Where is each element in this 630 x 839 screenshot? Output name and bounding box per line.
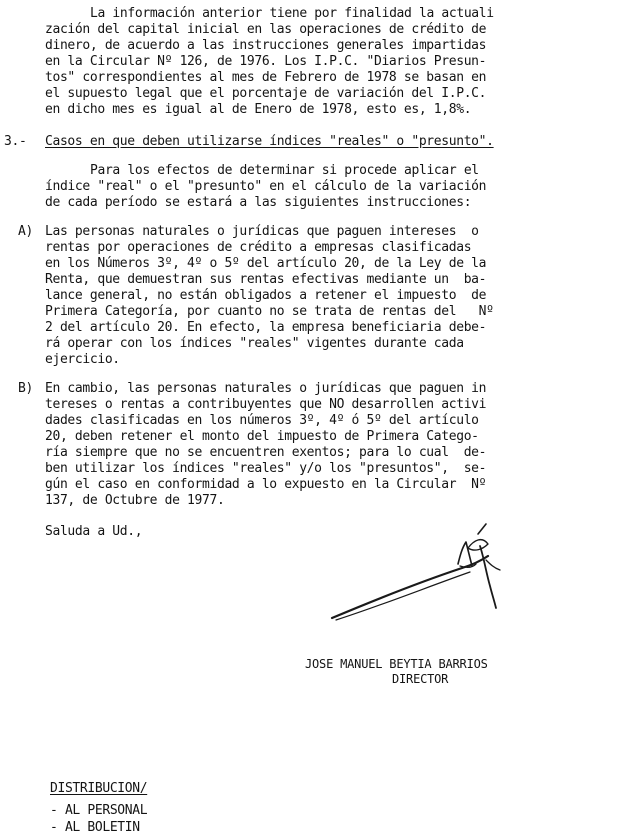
- item-marker: B): [18, 381, 33, 396]
- item-line: en los Números 3º, 4º o 5º del artículo 20, de la Ley de la: [45, 256, 487, 271]
- intro-line: zación del capital inicial en las operaciones de crédito de: [45, 22, 487, 37]
- section-intro-line: Para los efectos de determinar si procede aplicar el: [90, 163, 479, 178]
- item-line: 2 del artículo 20. En efecto, la empresa beneficiaria debe-: [45, 320, 487, 335]
- item-line: rentas por operaciones de crédito a empresas clasificadas: [45, 240, 472, 255]
- handwritten-signature: [310, 520, 540, 640]
- item-line: dades clasificadas en los números 3º, 4º ó 5º del artículo: [45, 413, 479, 428]
- signer-name: JOSE MANUEL BEYTIA BARRIOS: [305, 657, 488, 671]
- item-line: 20, deben retener el monto del impuesto de Primera Catego-: [45, 429, 479, 444]
- closing-salutation: Saluda a Ud.,: [45, 524, 143, 539]
- section-intro-line: de cada período se estará a las siguientes instrucciones:: [45, 195, 472, 210]
- distribution-item: - AL PERSONAL: [50, 803, 148, 818]
- item-line: Primera Categoría, por cuanto no se trata de rentas del Nº: [45, 304, 494, 319]
- section-number: 3.-: [4, 134, 27, 149]
- intro-line: el supuesto legal que el porcentaje de variación del I.P.C.: [45, 86, 487, 101]
- item-line: ejercicio.: [45, 352, 120, 367]
- distribution-heading: DISTRIBUCION/: [50, 781, 148, 796]
- item-line: lance general, no están obligados a retener el impuesto de: [45, 288, 487, 303]
- item-line: ría siempre que no se encuentren exentos; para lo cual de-: [45, 445, 487, 460]
- intro-line: tos" correspondientes al mes de Febrero de 1978 se basan en: [45, 70, 487, 85]
- item-line: tereses o rentas a contribuyentes que NO desarrollen activi: [45, 397, 487, 412]
- distribution-item: - AL BOLETIN: [50, 820, 140, 835]
- intro-line: La información anterior tiene por finalidad la actuali: [90, 6, 494, 21]
- intro-line: dinero, de acuerdo a las instrucciones generales impartidas: [45, 38, 487, 53]
- item-line: Las personas naturales o jurídicas que paguen intereses o: [45, 224, 479, 239]
- item-line: rá operar con los índices "reales" vigentes durante cada: [45, 336, 464, 351]
- item-line: Renta, que demuestran sus rentas efectivas mediante un ba-: [45, 272, 487, 287]
- item-marker: A): [18, 224, 33, 239]
- item-line: gún el caso en conformidad a lo expuesto en la Circular Nº: [45, 477, 487, 492]
- section-intro-line: índice "real" o el "presunto" en el cálculo de la variación: [45, 179, 487, 194]
- item-line: En cambio, las personas naturales o jurídicas que paguen in: [45, 381, 487, 396]
- intro-line: en dicho mes es igual al de Enero de 1978, esto es, 1,8%.: [45, 102, 472, 117]
- section-heading: Casos en que deben utilizarse índices "reales" o "presunto".: [45, 134, 494, 149]
- signer-title: DIRECTOR: [392, 672, 449, 686]
- item-line: 137, de Octubre de 1977.: [45, 493, 225, 508]
- intro-line: en la Circular Nº 126, de 1976. Los I.P.C. "Diarios Presun-: [45, 54, 487, 69]
- item-line: ben utilizar los índices "reales" y/o los "presuntos", se-: [45, 461, 487, 476]
